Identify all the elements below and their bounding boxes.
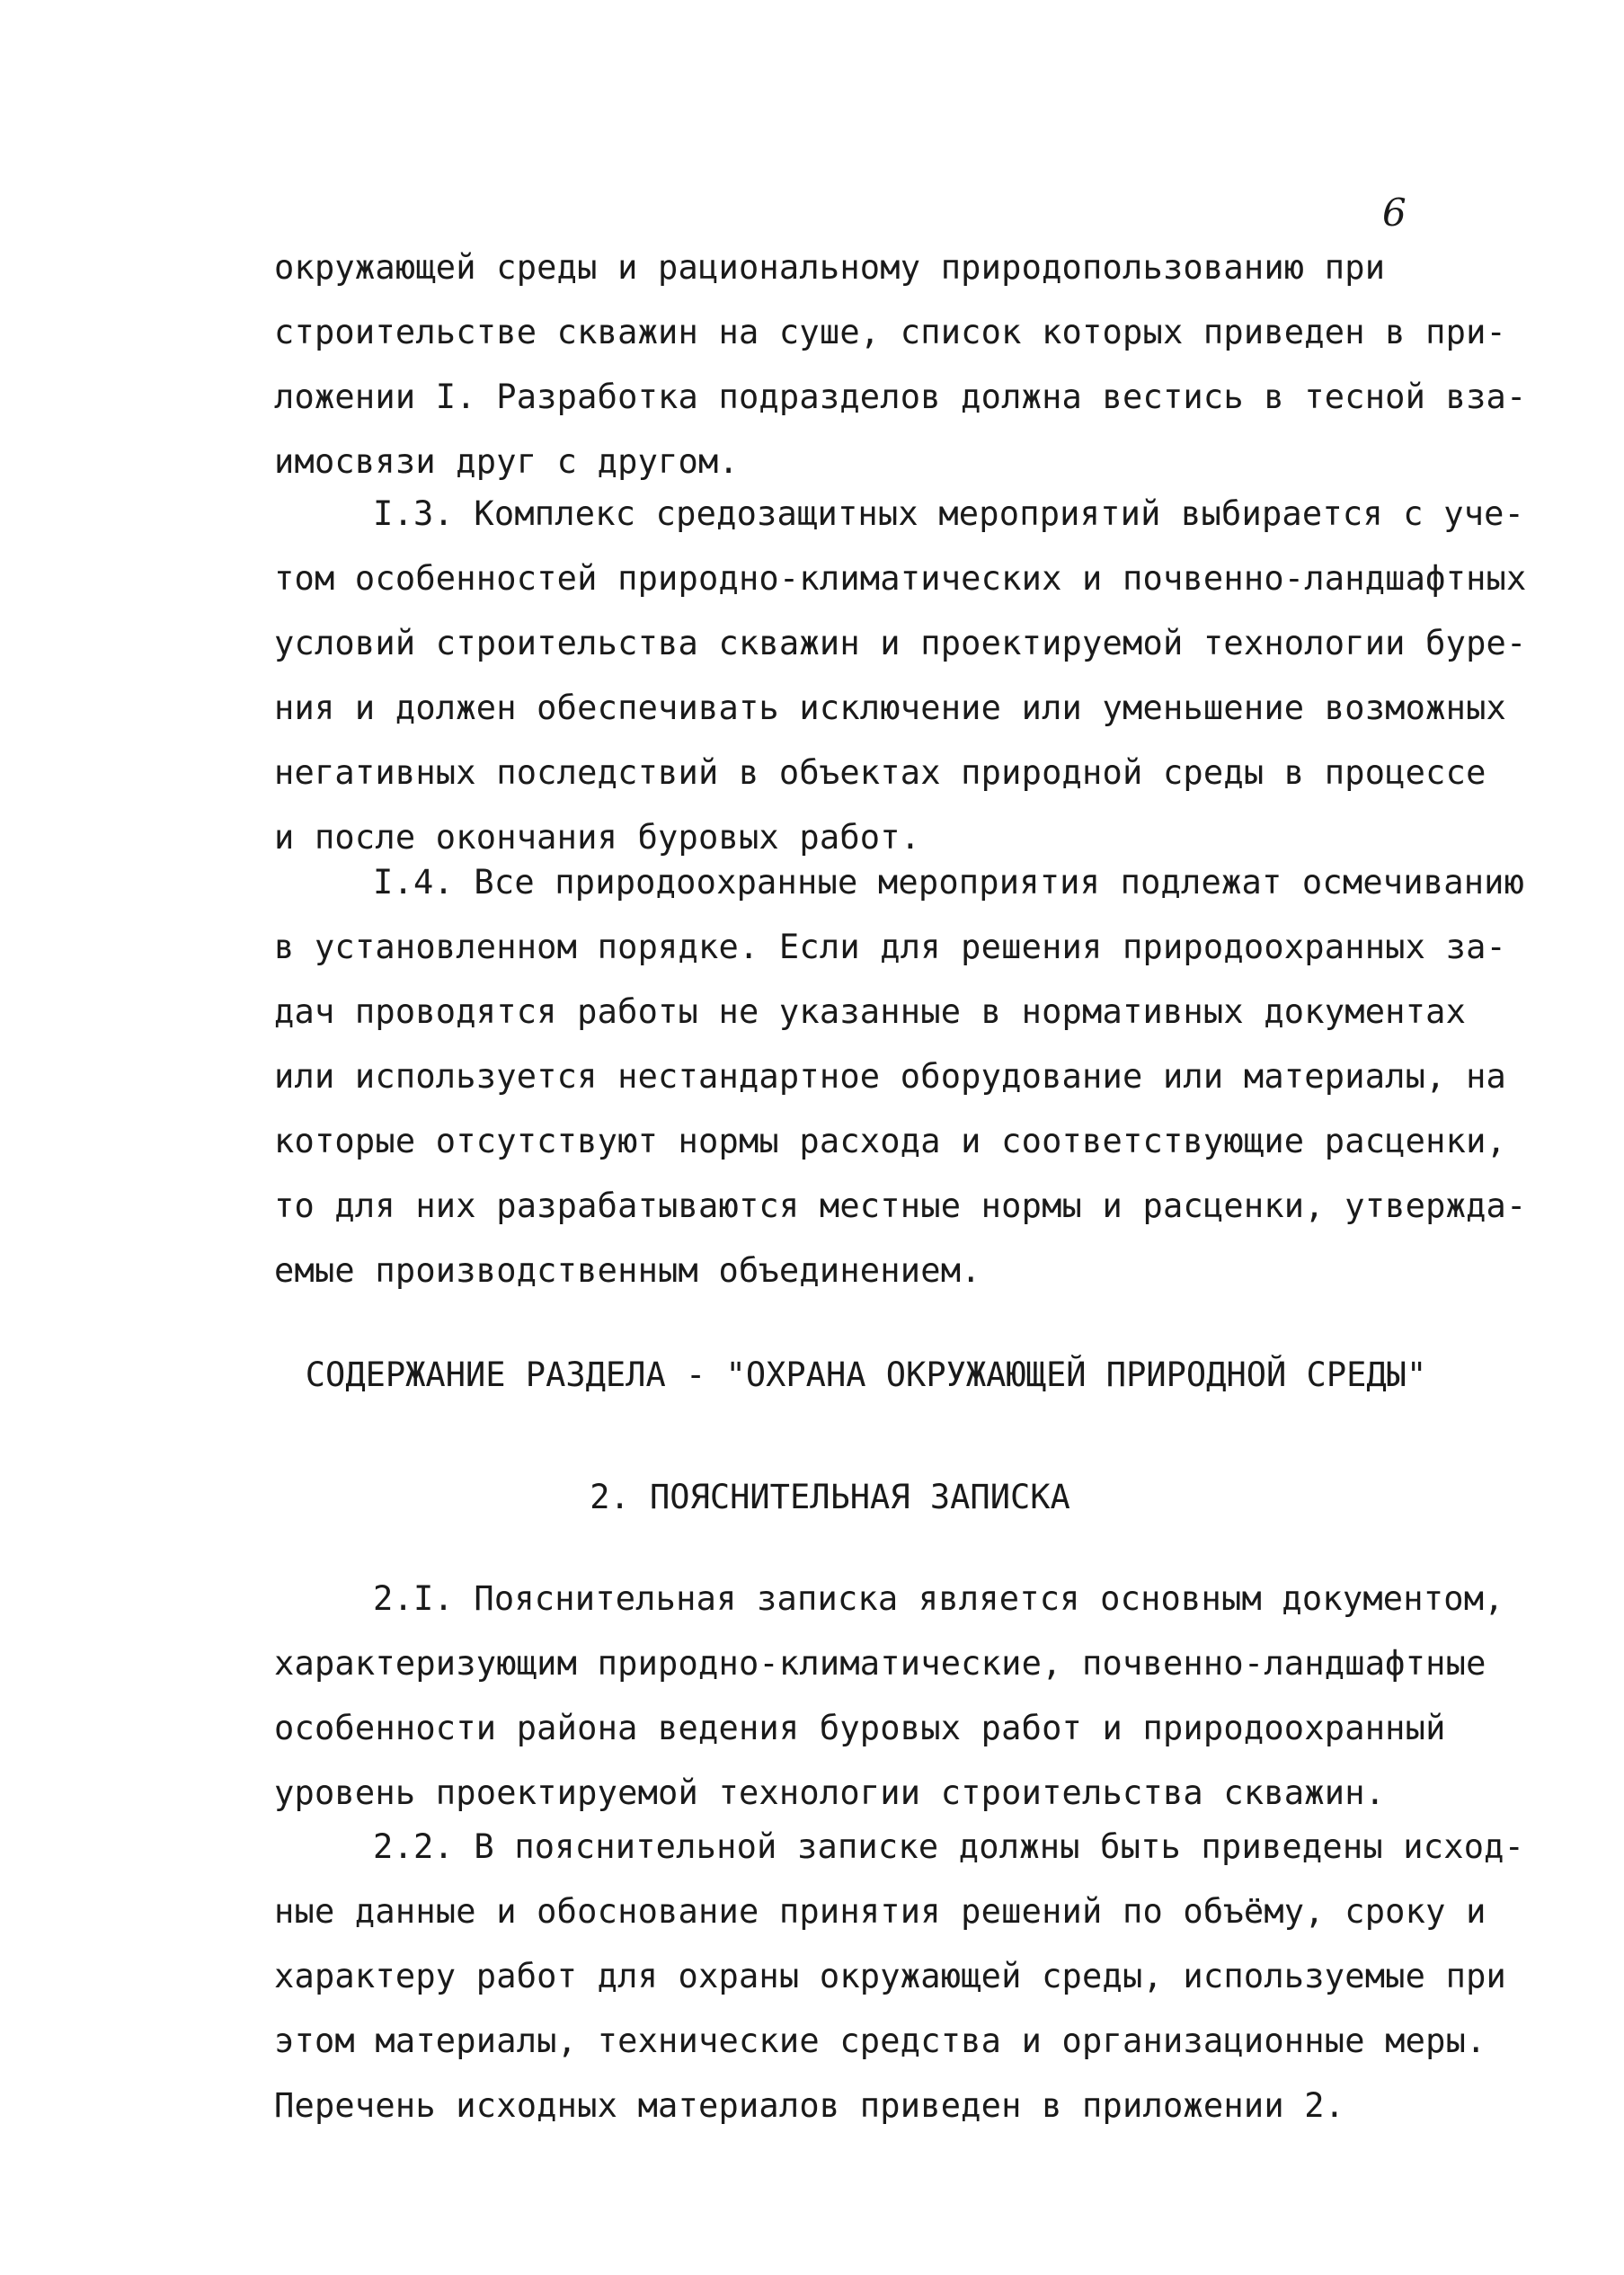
text-line: емые производственным объединением. [274,1251,981,1290]
page-number: 6 [1382,191,1407,235]
text-line: имосвязи друг с другом. [274,442,739,481]
text-line: и после окончания буровых работ. [274,818,921,857]
text-line: то для них разрабатываются местные нормы и расценки, утвержда- [274,1186,1527,1225]
paragraph-2-1 [274,1567,1504,1826]
text-line: окружающей среды и рациональному природопользованию при [274,248,1386,287]
section-heading: СОДЕРЖАНИЕ РАЗДЕЛА - "ОХРАНА ОКРУЖАЮЩЕЙ ПРИРОДНОЙ СРЕДЫ" [305,1355,1427,1394]
paragraph-intro [274,235,1527,494]
paragraph-1-4 [274,850,1527,1303]
text-line: дач проводятся работы не указанные в нормативных документах [274,992,1467,1031]
paragraph-1-3 [274,482,1527,870]
text-line: этом материалы, технические средства и организационные меры. [274,2022,1486,2060]
text-line: уровень проектируемой технологии строительства скважин. [274,1773,1386,1812]
text-line: ложении I. Разработка подразделов должна вестись в тесной вза- [274,378,1527,416]
text-line: том особенностей природно-климатических и почвенно-ландшафтных [274,559,1527,598]
text-line: негативных последствий в объектах природной среды в процессе [274,753,1486,792]
text-line: условий строительства скважин и проектируемой технологии буре- [274,624,1527,662]
text-line: которые отсутствуют нормы расхода и соответствующие расценки, [274,1122,1507,1160]
text-line: ные данные и обоснование принятия решений по объёму, сроку и [274,1892,1486,1931]
text-line: I.4. Все природоохранные мероприятия подлежат осмечиванию [373,863,1525,902]
text-line: особенности района ведения буровых работ и природоохранный [274,1709,1446,1747]
text-line: 2.I. Пояснительная записка является основным документом, [373,1579,1504,1618]
text-line: или используется нестандартное оборудование или материалы, на [274,1057,1507,1096]
text-line: 2.2. В пояснительной записке должны быть приведены исход- [373,1827,1525,1866]
text-line: строительстве скважин на суше, список которых приведен в при- [274,313,1507,351]
text-line: характеру работ для охраны окружающей среды, используемые при [274,1957,1507,1995]
text-line: в установленном порядке. Если для решения природоохранных за- [274,928,1507,966]
paragraph-2-2 [274,1815,1525,2138]
text-line: Перечень исходных материалов приведен в приложении 2. [274,2086,1345,2125]
text-line: характеризующим природно-климатические, почвенно-ландшафтные [274,1644,1486,1683]
text-line: I.3. Комплекс средозащитных мероприятий выбирается с уче- [373,494,1525,533]
subsection-heading: 2. ПОЯСНИТЕЛЬНАЯ ЗАПИСКА [590,1478,1070,1516]
text-line: ния и должен обеспечивать исключение или уменьшение возможных [274,689,1507,727]
